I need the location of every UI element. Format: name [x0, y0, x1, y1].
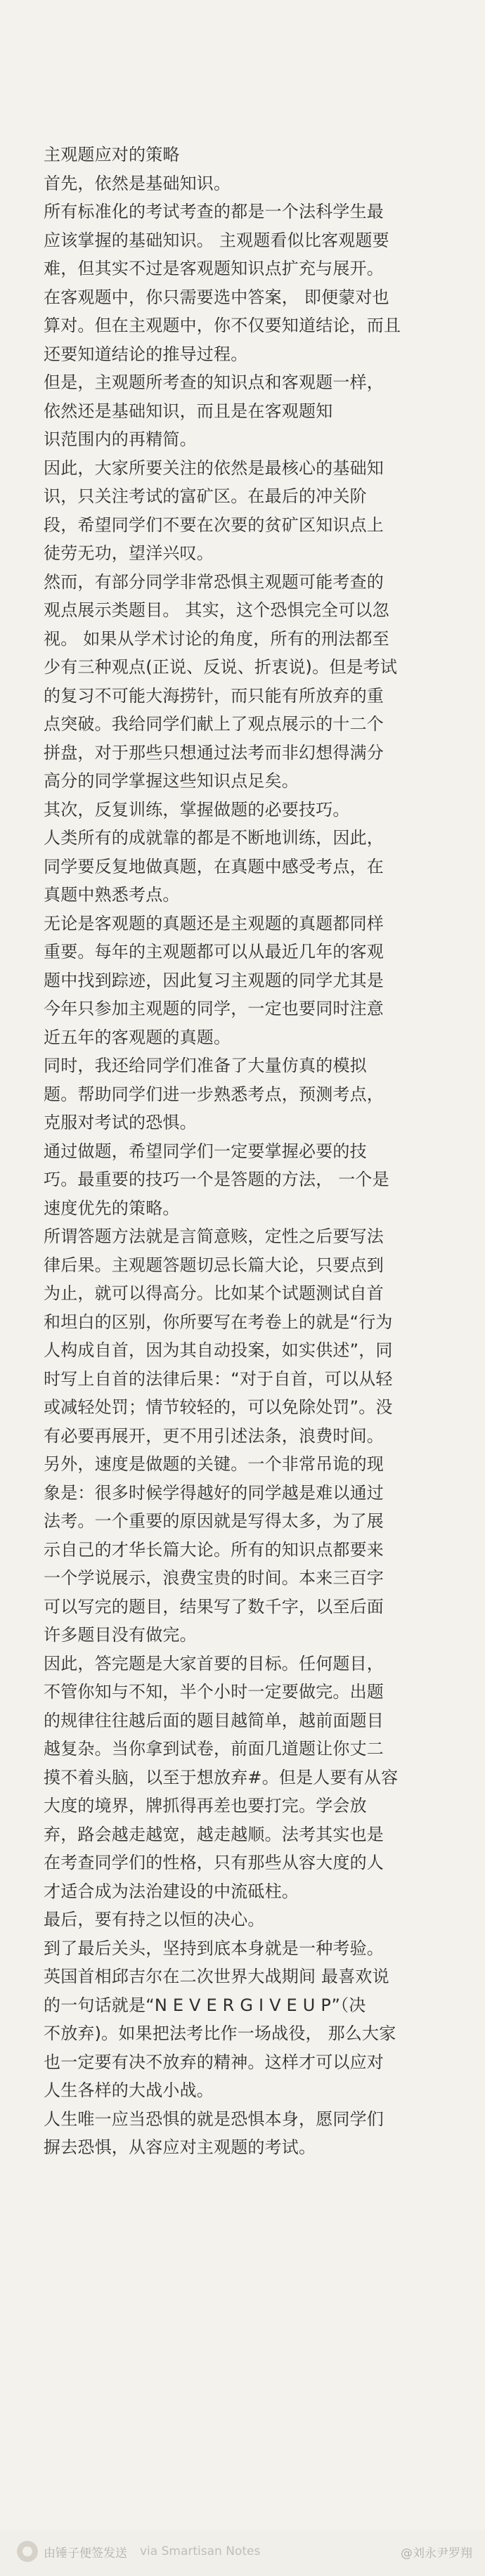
- note-line: 另外，速度是做题的关键。一个非常吊诡的现: [44, 1454, 384, 1474]
- note-line: 重要。每年的主观题都可以从最近几年的客观: [44, 942, 384, 962]
- footer-bar: [0, 2530, 485, 2576]
- note-line: 题中找到踪迹，因此复习主观题的同学尤其是: [44, 970, 384, 990]
- note-line: 拼盘，对于那些只想通过法考而非幻想得满分: [44, 742, 384, 763]
- note-line: 在考查同学们的性格，只有那些从容大度的人: [44, 1853, 384, 1872]
- note-line: 巧。最重要的技巧一个是答题的方法， 一个是: [44, 1170, 389, 1189]
- note-line: 视。 如果从学术讨论的角度，所有的刑法都至: [44, 628, 389, 649]
- note-line: 有必要再展开，更不用引述法条，浪费时间。: [44, 1425, 384, 1446]
- note-line: 才适合成为法治建设的中流砥柱。: [44, 1881, 299, 1901]
- note-line: 无论是客观题的真题还是主观题的真题都同样: [44, 913, 384, 933]
- note-line: 然而，有部分同学非常恐惧主观题可能考查的: [44, 571, 384, 592]
- smartisan-logo-icon: [17, 2541, 38, 2562]
- note-line: 的复习不可能大海捞针，而只能有所放弃的重: [44, 685, 384, 706]
- note-line: 徒劳无功，望洋兴叹。: [44, 543, 214, 563]
- note-line: 真题中熟悉考点。: [44, 885, 180, 905]
- footer-brand-tag: via Smartisan Notes: [140, 2544, 261, 2558]
- note-lines: [44, 169, 457, 2162]
- note-line: 许多题目没有做完。: [44, 1625, 197, 1645]
- note-line: 所谓答题方法就是言简意赅，定性之后要写法: [44, 1226, 384, 1246]
- note-line: 算对。但在主观题中，你不仅要知道结论，而且: [44, 316, 401, 335]
- note-line: 同时，我还给同学们准备了大量仿真的模拟: [44, 1056, 367, 1075]
- note-line: 人类所有的成就靠的都是不断地训练，因此，: [44, 828, 384, 848]
- note-line: 象是：很多时候学得越好的同学越是难以通过: [44, 1482, 384, 1503]
- note-line: 识范围内的再精简。: [44, 429, 197, 449]
- note-line: 示自己的才华长篇大论。所有的知识点都要来: [44, 1539, 384, 1560]
- note-line: 大度的境界，牌抓得再差也要打完。学会放: [44, 1796, 367, 1816]
- note-line: 或减轻处罚；情节较轻的，可以免除处罚”。没: [44, 1397, 393, 1417]
- note-line: 观点展示类题目。 其实，这个恐惧完全可以忽: [44, 600, 389, 620]
- footer-brand: [17, 2541, 260, 2562]
- note-title: 主观题应对的策略: [44, 145, 180, 164]
- note-line: 在客观题中，你只需要选中答案， 即便蒙对也: [44, 287, 389, 307]
- note-line: 同学要反复地做真题，在真题中感受考点，在: [44, 856, 384, 876]
- note-line: 法考。一个重要的原因就是写得太多，为了展: [44, 1511, 384, 1531]
- note-line: 摒去恐惧，从容应对主观题的考试。: [44, 2137, 316, 2157]
- footer-watermark: @刘永尹罗翔: [401, 2546, 472, 2561]
- note-line: 题。帮助同学们进一步熟悉考点，预测考点，: [44, 1084, 384, 1104]
- note-line: 段，希望同学们不要在次要的贫矿区知识点上: [44, 514, 384, 535]
- note-line: 速度优先的策略。: [44, 1198, 180, 1218]
- note-line: 点突破。我给同学们献上了观点展示的十二个: [44, 714, 384, 734]
- note-line: 人生各样的大战小战。: [44, 2080, 214, 2100]
- note-line: 的一句话就是“N E V E R G I V E U P”（决: [44, 1995, 366, 2015]
- note-line: 应该掌握的基础知识。 主观题看似比客观题要: [44, 230, 389, 250]
- note-line: 弃，路会越走越宽，越走越顺。法考其实也是: [44, 1824, 384, 1844]
- note-line: 因此，大家所要关注的依然是最核心的基础知: [44, 458, 384, 478]
- note-line: 还要知道结论的推导过程。: [44, 344, 248, 364]
- note-line: 最后，要有持之以恒的决心。: [44, 1910, 265, 1929]
- note-line: 不放弃)。如果把法考比作一场战役， 那么大家: [44, 2024, 396, 2043]
- note-line: 也一定要有决不放弃的精神。这样才可以应对: [44, 2052, 384, 2072]
- note-line: 和坦白的区别，你所要写在考卷上的就是“行为: [44, 1312, 393, 1332]
- note-line: 律后果。主观题答题切忌长篇大论，只要点到: [44, 1255, 384, 1275]
- note-line: 克服对考试的恐惧。: [44, 1113, 197, 1132]
- footer-brand-text: 由锤子便签发送: [44, 2546, 127, 2561]
- note-line: 近五年的客观题的真题。: [44, 1027, 231, 1047]
- note-line: 依然还是基础知识，而且是在客观题知: [44, 401, 333, 421]
- note-line: 越复杂。当你拿到试卷，前面几道题让你丈二: [44, 1739, 384, 1759]
- note-line: 今年只参加主观题的同学，一定也要同时注意: [44, 999, 384, 1018]
- note-line: 通过做题，希望同学们一定要掌握必要的技: [44, 1141, 367, 1161]
- note-line: 所有标准化的考试考查的都是一个法科学生最: [44, 202, 384, 221]
- note-line: 因此，答完题是大家首要的目标。任何题目，: [44, 1653, 384, 1674]
- note-line: 时写上自首的法律后果：“对于自首，可以从轻: [44, 1368, 393, 1389]
- note-line: 人生唯一应当恐惧的就是恐惧本身，愿同学们: [44, 2109, 384, 2129]
- note-line: 人构成自首，因为其自动投案，如实供述”，同: [44, 1340, 393, 1360]
- note-line: 的规律往往越后面的题目越简单，越前面题目: [44, 1710, 384, 1730]
- note-line: 到了最后关头，坚持到底本身就是一种考验。: [44, 1938, 384, 1958]
- note-line: 但是，主观题所考查的知识点和客观题一样，: [44, 373, 384, 392]
- note-line: 首先，依然是基础知识。: [44, 173, 231, 193]
- note-line: 摸不着头脑，以至于想放弃#。但是人要有从容: [44, 1767, 399, 1787]
- note-line: 一个学说展示，浪费宝贵的时间。本来三百字: [44, 1568, 384, 1588]
- note-line: 其次，反复训练，掌握做题的必要技巧。: [44, 799, 350, 820]
- note-body: [44, 141, 457, 2162]
- note-line: 可以写完的题目，结果写了数千字，以至后面: [44, 1596, 384, 1617]
- note-line: 为止，就可以得高分。比如某个试题测试自首: [44, 1283, 384, 1303]
- note-line: 英国首相邱吉尔在二次世界大战期间 最喜欢说: [44, 1967, 389, 1986]
- note-line: 识，只关注考试的富矿区。在最后的冲关阶: [44, 486, 367, 506]
- note-line: 不管你知与不知，半个小时一定要做完。出题: [44, 1682, 384, 1702]
- note-line: 难，但其实不过是客观题知识点扩充与展开。: [44, 259, 384, 278]
- note-line: 少有三种观点(正说、反说、折衷说)。但是考试: [44, 657, 398, 677]
- note-line: 高分的同学掌握这些知识点足矣。: [44, 771, 299, 791]
